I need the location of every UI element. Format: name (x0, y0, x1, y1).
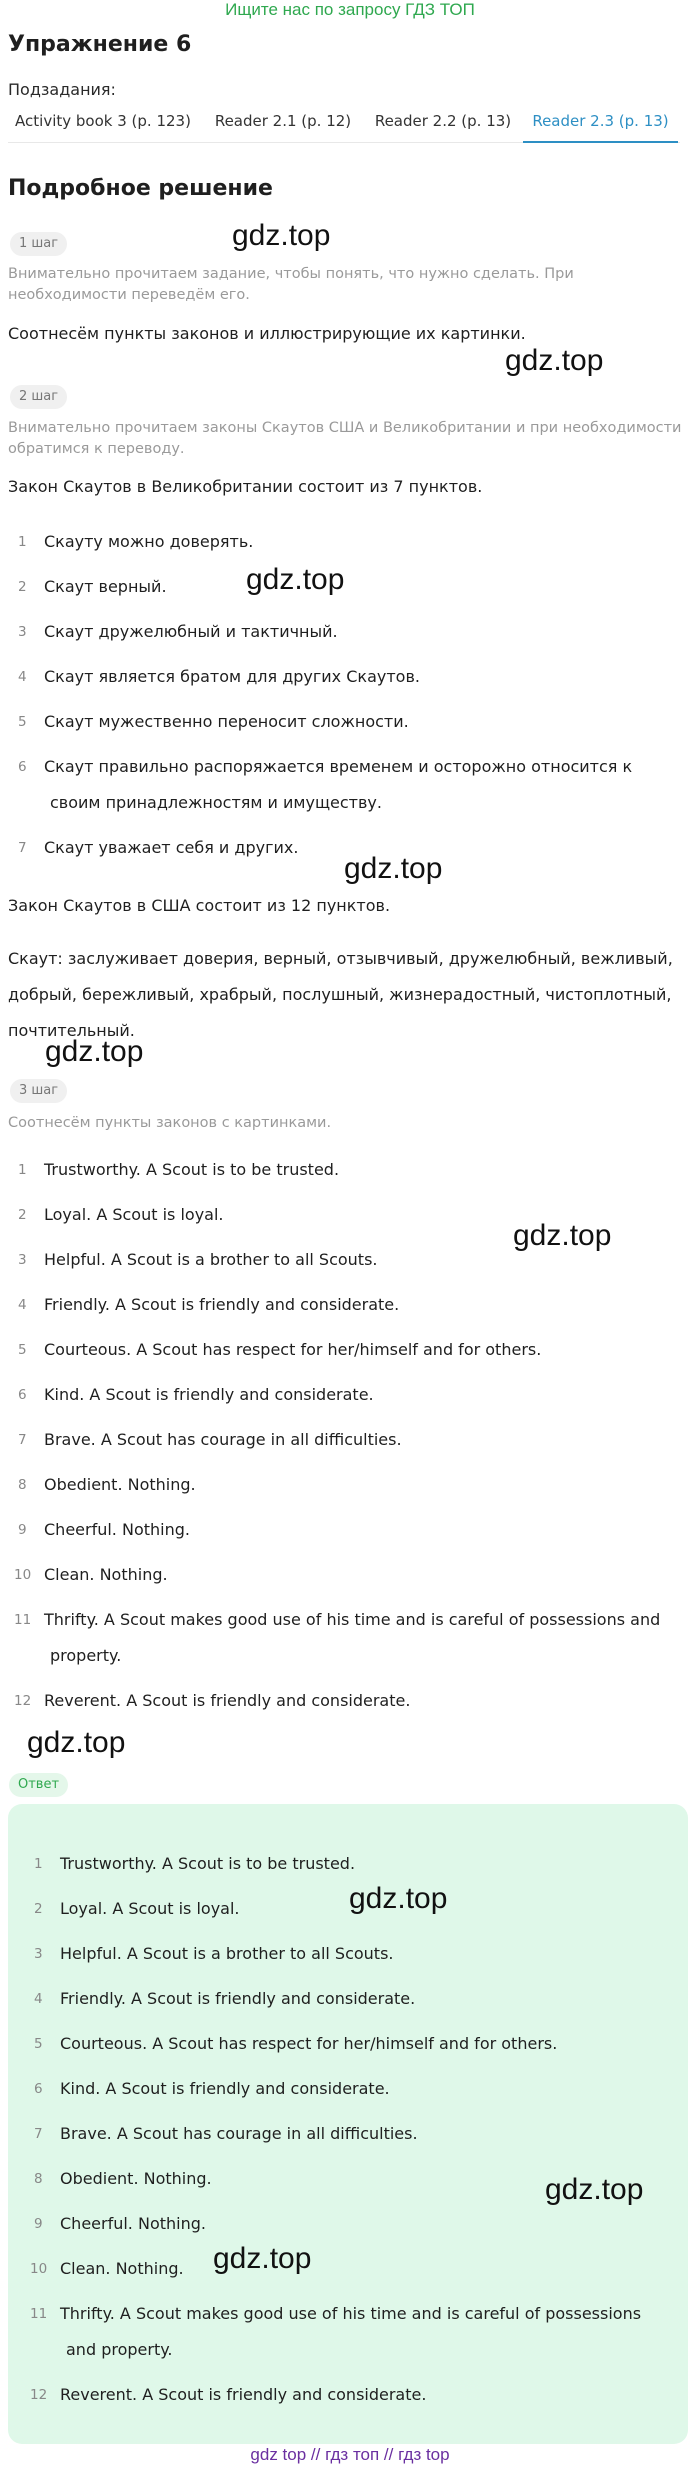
item-text: Reverent. A Scout is friendly and considerate. (44, 1691, 411, 1710)
list-item (24, 2026, 674, 2071)
item-text: Kind. A Scout is friendly and considerate. (60, 2079, 390, 2098)
item-text: Brave. A Scout has courage in all difficulties. (44, 1430, 402, 1449)
list-item (8, 1467, 688, 1512)
item-number: 5 (18, 1342, 27, 1358)
item-text: Скаут является братом для других Скаутов. (44, 667, 420, 686)
item-text: Kind. A Scout is friendly and considerate. (44, 1385, 374, 1404)
list-item (8, 569, 688, 614)
item-number: 7 (18, 840, 27, 856)
item-text: Thrifty. A Scout makes good use of his time and is careful of possessions and (44, 1610, 661, 1629)
item-number: 9 (18, 1522, 27, 1538)
watermark: gdz.top (349, 1882, 448, 1915)
tab-reader-2-1[interactable]: Reader 2.1 (p. 12) (214, 112, 352, 130)
answer-box (8, 1804, 688, 2444)
item-text-continued: and property. (66, 2340, 173, 2359)
step-badge: 1 шаг (10, 232, 67, 256)
item-text: Скаут верный. (44, 577, 167, 596)
footer-links[interactable]: gdz top // гдз топ // гдз top (250, 2445, 450, 2464)
step-text: Соотнесём пункты законов и иллюстрирующие их картинки. (8, 324, 526, 343)
usa-law-intro: Закон Скаутов в США состоит из 12 пунктов. (8, 896, 391, 915)
watermark: gdz.top (505, 344, 604, 377)
item-text: Скаут правильно распоряжается временем и осторожно относится к (44, 757, 633, 776)
list-item (24, 1981, 674, 2026)
watermark: gdz.top (232, 219, 331, 252)
answer-list (24, 1846, 674, 2422)
item-text: Скауту можно доверять. (44, 532, 254, 551)
list-item (8, 614, 688, 659)
list-item (24, 2296, 674, 2377)
list-item (24, 1936, 674, 1981)
list-item (8, 1512, 688, 1557)
usa-law-line: добрый, бережливый, храбрый, послушный, жизнерадостный, чистоплотный, (8, 985, 672, 1004)
step-badge: 2 шаг (10, 385, 67, 409)
item-number: 2 (18, 1207, 27, 1223)
list-item (8, 524, 688, 569)
item-number: 11 (14, 1612, 32, 1628)
item-text: Helpful. A Scout is a brother to all Scouts. (44, 1250, 378, 1269)
item-number: 12 (14, 1693, 32, 1709)
list-item (8, 1332, 688, 1377)
item-text: Cheerful. Nothing. (60, 2214, 206, 2233)
item-text: Thrifty. A Scout makes good use of his time and is careful of possessions (60, 2304, 642, 2323)
list-item (8, 1557, 688, 1602)
item-number: 1 (34, 1856, 43, 1872)
step-text: Закон Скаутов в Великобритании состоит из 7 пунктов. (8, 477, 483, 496)
item-text: Trustworthy. A Scout is to be trusted. (60, 1854, 356, 1873)
item-text: Friendly. A Scout is friendly and considerate. (60, 1989, 416, 2008)
item-text: Obedient. Nothing. (44, 1475, 196, 1494)
item-number: 4 (18, 669, 27, 685)
item-number: 2 (18, 579, 27, 595)
usa-law-text (8, 941, 688, 1049)
item-number: 6 (18, 1387, 27, 1403)
item-number: 1 (18, 534, 27, 550)
tab-reader-2-3[interactable]: Reader 2.3 (p. 13) (523, 103, 678, 143)
item-number: 2 (34, 1901, 43, 1917)
step-hint: Соотнесём пункты законов с картинками. (8, 1115, 332, 1131)
item-text-continued: своим принадлежностям и имуществу. (50, 793, 382, 812)
list-item (8, 659, 688, 704)
top-banner[interactable]: Ищите нас по запросу ГДЗ ТОП (225, 0, 475, 19)
item-number: 8 (18, 1477, 27, 1493)
item-text: Obedient. Nothing. (60, 2169, 212, 2188)
item-text: Reverent. A Scout is friendly and considerate. (60, 2385, 427, 2404)
item-number: 1 (18, 1162, 27, 1178)
item-number: 3 (18, 1252, 27, 1268)
list-item (8, 704, 688, 749)
list-item (8, 1422, 688, 1467)
tab-activity-book[interactable]: Activity book 3 (p. 123) (15, 112, 191, 130)
watermark: gdz.top (545, 2173, 644, 2206)
list-item (24, 2116, 674, 2161)
item-text: Clean. Nothing. (60, 2259, 184, 2278)
item-number: 7 (34, 2126, 43, 2142)
list-item (8, 1287, 688, 1332)
item-number: 4 (18, 1297, 27, 1313)
item-number: 11 (30, 2306, 48, 2322)
item-text-continued: property. (50, 1646, 122, 1665)
item-text: Courteous. A Scout has respect for her/himself and for others. (44, 1340, 542, 1359)
subtasks-label: Подзадания: (8, 80, 116, 99)
item-number: 6 (18, 759, 27, 775)
item-text: Скаут дружелюбный и тактичный. (44, 622, 338, 641)
solution-title: Подробное решение (8, 176, 273, 201)
item-text: Loyal. A Scout is loyal. (60, 1899, 240, 1918)
list-item (8, 1377, 688, 1422)
item-number: 3 (34, 1946, 43, 1962)
item-number: 5 (34, 2036, 43, 2052)
item-number: 6 (34, 2081, 43, 2097)
list-item (24, 2377, 674, 2422)
item-number: 10 (30, 2261, 48, 2277)
item-text: Courteous. A Scout has respect for her/himself and for others. (60, 2034, 558, 2053)
uk-scout-law-list (8, 524, 688, 875)
list-item (24, 2251, 674, 2296)
list-item (8, 1152, 688, 1197)
page-title: Упражнение 6 (8, 32, 192, 57)
subtask-tabs (8, 103, 680, 143)
watermark: gdz.top (344, 852, 443, 885)
answer-label: Ответ (9, 1773, 68, 1797)
item-text: Loyal. A Scout is loyal. (44, 1205, 224, 1224)
item-text: Cheerful. Nothing. (44, 1520, 190, 1539)
watermark: gdz.top (27, 1726, 126, 1759)
item-number: 9 (34, 2216, 43, 2232)
item-text: Trustworthy. A Scout is to be trusted. (44, 1160, 340, 1179)
item-number: 7 (18, 1432, 27, 1448)
list-item (8, 749, 688, 830)
usa-law-line: Скаут: заслуживает доверия, верный, отзывчивый, дружелюбный, вежливый, (8, 949, 673, 968)
item-number: 12 (30, 2387, 48, 2403)
item-number: 4 (34, 1991, 43, 2007)
item-number: 8 (34, 2171, 43, 2187)
item-text: Скаут уважает себя и других. (44, 838, 299, 857)
list-item (8, 1683, 688, 1728)
item-text: Helpful. A Scout is a brother to all Scouts. (60, 1944, 394, 1963)
usa-law-line: почтительный. (8, 1021, 135, 1040)
watermark: gdz.top (213, 2242, 312, 2275)
step-hint: Внимательно прочитаем задание, чтобы понять, что нужно сделать. При необходимости переведём его. (8, 266, 574, 303)
list-item (24, 2071, 674, 2116)
item-text: Скаут мужественно переносит сложности. (44, 712, 409, 731)
item-number: 3 (18, 624, 27, 640)
watermark: gdz.top (246, 563, 345, 596)
item-text: Brave. A Scout has courage in all difficulties. (60, 2124, 418, 2143)
watermark: gdz.top (513, 1219, 612, 1252)
item-number: 5 (18, 714, 27, 730)
tab-reader-2-2[interactable]: Reader 2.2 (p. 13) (374, 112, 512, 130)
item-text: Friendly. A Scout is friendly and considerate. (44, 1295, 400, 1314)
item-number: 10 (14, 1567, 32, 1583)
item-text: Clean. Nothing. (44, 1565, 168, 1584)
step-badge: 3 шаг (10, 1079, 67, 1103)
step-hint: Внимательно прочитаем законы Скаутов США и Великобритании и при необходимости обратимся к переводу. (8, 420, 682, 457)
list-item (8, 1602, 688, 1683)
watermark: gdz.top (45, 1035, 144, 1068)
list-item (24, 2206, 674, 2251)
